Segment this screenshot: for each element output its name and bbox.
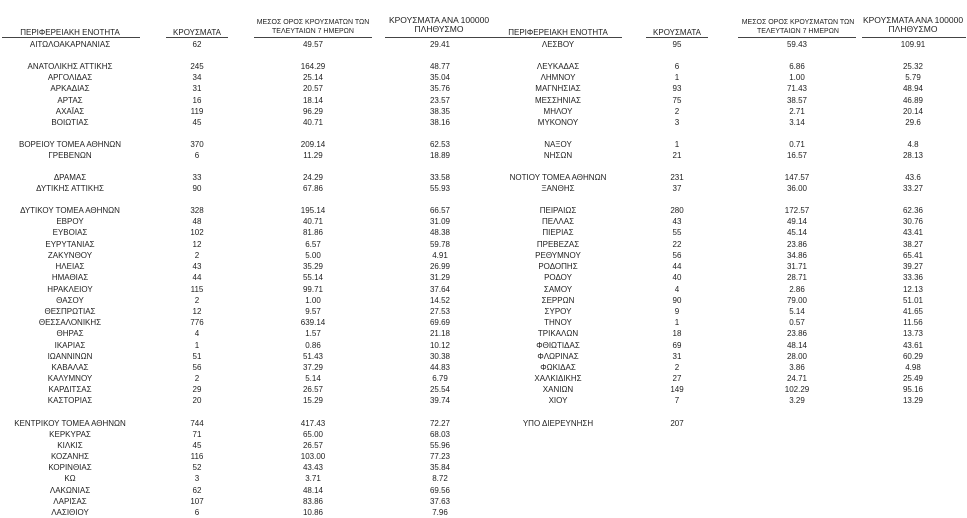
left-cell-region: ΚΙΛΚΙΣ	[57, 441, 83, 450]
left-cell-region: ΛΑΡΙΣΑΣ	[53, 497, 87, 506]
left-cell-region: ΚΟΡΙΝΘΙΑΣ	[48, 463, 92, 472]
left-cell-per100k: 37.63	[429, 497, 451, 506]
left-cell-per100k: 44.83	[429, 363, 451, 372]
right-header-rule-per100k	[862, 37, 966, 38]
left-cell-avg: 40.71	[302, 118, 324, 127]
left-cell-cases: 71	[192, 430, 202, 439]
right-cell-avg: 48.14	[786, 341, 808, 350]
left-cell-per100k: 55.96	[429, 441, 451, 450]
right-cell-region: ΣΥΡΟΥ	[544, 307, 572, 316]
left-cell-cases: 12	[192, 307, 202, 316]
left-cell-per100k: 31.09	[429, 217, 451, 226]
left-cell-avg: 6.57	[305, 240, 321, 249]
left-cell-per100k: 68.03	[429, 430, 451, 439]
left-cell-cases: 107	[190, 497, 204, 506]
right-cell-cases: 4	[674, 285, 680, 294]
left-cell-per100k: 14.52	[429, 296, 451, 305]
left-cell-cases: 44	[192, 273, 202, 282]
left-cell-per100k: 62.53	[429, 140, 451, 149]
left-header-cases: ΚΡΟΥΣΜΑΤΑ	[173, 28, 221, 37]
right-header-rule-avg	[738, 37, 856, 38]
right-cell-region: ΜΕΣΣΗΝΙΑΣ	[535, 96, 581, 105]
left-cell-avg: 24.29	[302, 173, 324, 182]
right-cell-region: ΣΑΜΟΥ	[543, 285, 573, 294]
left-cell-per100k: 38.35	[429, 107, 451, 116]
left-cell-per100k: 38.16	[429, 118, 451, 127]
left-cell-cases: 4	[194, 329, 200, 338]
left-cell-avg: 35.29	[302, 262, 324, 271]
left-cell-avg: 15.29	[302, 396, 324, 405]
left-cell-per100k: 33.58	[429, 173, 451, 182]
left-cell-per100k: 8.72	[432, 474, 448, 483]
left-cell-region: ΚΕΝΤΡΙΚΟΥ ΤΟΜΕΑ ΑΘΗΝΩΝ	[14, 419, 126, 428]
right-cell-avg: 2.71	[789, 107, 805, 116]
right-cell-region: ΡΕΘΥΜΝΟΥ	[535, 251, 581, 260]
right-cell-cases: 2	[674, 363, 680, 372]
left-cell-cases: 31	[192, 84, 202, 93]
left-cell-region: ΔΥΤΙΚΗΣ ΑΤΤΙΚΗΣ	[36, 184, 104, 193]
right-cell-region: ΦΛΩΡΙΝΑΣ	[537, 352, 579, 361]
left-cell-cases: 370	[190, 140, 204, 149]
right-cell-avg: 79.00	[786, 296, 808, 305]
left-cell-cases: 6	[194, 151, 200, 160]
right-cell-cases: 207	[670, 419, 684, 428]
left-cell-per100k: 29.41	[429, 40, 451, 49]
left-cell-avg: 1.57	[305, 329, 321, 338]
right-cell-per100k: 25.32	[902, 62, 924, 71]
right-cell-cases: 27	[672, 374, 682, 383]
left-cell-cases: 2	[194, 251, 200, 260]
left-cell-avg: 164.29	[300, 62, 326, 71]
left-cell-cases: 56	[192, 363, 202, 372]
right-cell-per100k: 33.36	[902, 273, 924, 282]
left-cell-avg: 417.43	[300, 419, 326, 428]
right-header-region: ΠΕΡΙΦΕΡΕΙΑΚΗ ΕΝΟΤΗΤΑ	[508, 28, 608, 37]
left-cell-avg: 96.29	[302, 107, 324, 116]
left-cell-per100k: 48.38	[429, 228, 451, 237]
left-cell-cases: 6	[194, 508, 200, 517]
left-cell-per100k: 25.54	[429, 385, 451, 394]
left-cell-per100k: 66.57	[429, 206, 451, 215]
left-cell-per100k: 77.23	[429, 452, 451, 461]
right-cell-avg: 3.29	[789, 396, 805, 405]
right-cell-cases: 3	[674, 118, 680, 127]
right-header-rule-region	[492, 37, 622, 38]
left-cell-cases: 62	[192, 40, 202, 49]
right-cell-cases: 149	[670, 385, 684, 394]
left-cell-cases: 62	[192, 486, 202, 495]
right-cell-region: ΛΗΜΝΟΥ	[540, 73, 576, 82]
right-cell-per100k: 20.14	[902, 107, 924, 116]
right-cell-per100k: 38.27	[902, 240, 924, 249]
left-cell-cases: 43	[192, 262, 202, 271]
right-cell-region: ΝΗΣΩΝ	[543, 151, 573, 160]
left-cell-region: ΘΑΣΟΥ	[56, 296, 84, 305]
left-cell-avg: 639.14	[300, 318, 326, 327]
left-cell-cases: 51	[192, 352, 202, 361]
left-cell-region: ΓΡΕΒΕΝΩΝ	[48, 151, 92, 160]
right-cell-per100k: 65.41	[902, 251, 924, 260]
left-cell-region: ΗΡΑΚΛΕΙΟΥ	[47, 285, 93, 294]
left-cell-avg: 5.00	[305, 251, 321, 260]
right-cell-avg: 36.00	[786, 184, 808, 193]
left-header-rule-cases	[166, 37, 228, 38]
right-cell-avg: 28.71	[786, 273, 808, 282]
right-cell-per100k: 12.13	[902, 285, 924, 294]
right-cell-cases: 9	[674, 307, 680, 316]
right-cell-per100k: 13.73	[902, 329, 924, 338]
left-cell-cases: 48	[192, 217, 202, 226]
right-cell-avg: 16.57	[786, 151, 808, 160]
right-cell-region: ΧΙΟΥ	[548, 396, 568, 405]
right-cell-region: ΣΕΡΡΩΝ	[541, 296, 575, 305]
right-cell-avg: 23.86	[786, 240, 808, 249]
right-cell-cases: 56	[672, 251, 682, 260]
right-cell-cases: 43	[672, 217, 682, 226]
left-cell-region: ΚΟΖΑΝΗΣ	[50, 452, 90, 461]
right-header-cases: ΚΡΟΥΣΜΑΤΑ	[653, 28, 701, 37]
right-cell-region: ΡΟΔΟΥ	[544, 273, 572, 282]
left-cell-per100k: 69.69	[429, 318, 451, 327]
left-cell-avg: 26.57	[302, 441, 324, 450]
right-cell-avg: 71.43	[786, 84, 808, 93]
left-cell-avg: 195.14	[300, 206, 326, 215]
left-cell-region: ΛΑΣΙΘΙΟΥ	[51, 508, 89, 517]
left-cell-cases: 16	[192, 96, 202, 105]
left-cell-cases: 34	[192, 73, 202, 82]
right-cell-cases: 18	[672, 329, 682, 338]
left-cell-per100k: 35.04	[429, 73, 451, 82]
right-cell-cases: 21	[672, 151, 682, 160]
left-cell-avg: 18.14	[302, 96, 324, 105]
left-header-avg	[248, 18, 378, 36]
right-cell-region: ΠΕΛΛΑΣ	[541, 217, 575, 226]
left-cell-avg: 48.14	[302, 486, 324, 495]
left-cell-per100k: 18.89	[429, 151, 451, 160]
left-cell-avg: 43.43	[302, 463, 324, 472]
left-cell-avg: 65.00	[302, 430, 324, 439]
right-cell-per100k: 60.29	[902, 352, 924, 361]
right-cell-per100k: 29.6	[905, 118, 921, 127]
left-cell-avg: 11.29	[303, 151, 323, 160]
right-cell-avg: 23.86	[786, 329, 808, 338]
right-cell-avg: 45.14	[786, 228, 808, 237]
left-cell-region: ΑΧΑΪΑΣ	[55, 107, 85, 116]
right-cell-region: ΡΟΔΟΠΗΣ	[538, 262, 578, 271]
left-cell-cases: 328	[190, 206, 204, 215]
right-cell-per100k: 25.49	[902, 374, 924, 383]
left-cell-cases: 744	[190, 419, 204, 428]
left-cell-cases: 52	[192, 463, 202, 472]
left-cell-cases: 29	[192, 385, 202, 394]
right-cell-region: ΠΡΕΒΕΖΑΣ	[536, 240, 580, 249]
right-cell-avg: 28.00	[786, 352, 808, 361]
left-cell-cases: 2	[194, 296, 200, 305]
right-cell-cases: 7	[674, 396, 680, 405]
right-cell-avg: 3.14	[789, 118, 805, 127]
left-cell-region: ΕΥΡΥΤΑΝΙΑΣ	[45, 240, 95, 249]
left-cell-per100k: 69.56	[429, 486, 451, 495]
left-cell-avg: 25.14	[302, 73, 324, 82]
left-cell-avg: 83.86	[302, 497, 324, 506]
right-cell-cases: 22	[672, 240, 682, 249]
left-header-per100k-line2: ΠΛΗΘΥΣΜΟ	[414, 24, 464, 34]
right-cell-region: ΥΠΟ ΔΙΕΡΕΥΝΗΣΗ	[522, 419, 594, 428]
left-cell-per100k: 31.29	[429, 273, 451, 282]
right-cell-avg: 1.00	[789, 73, 805, 82]
right-cell-cases: 95	[672, 40, 682, 49]
right-cell-cases: 1	[674, 73, 680, 82]
right-cell-per100k: 109.91	[900, 40, 926, 49]
right-cell-avg: 24.71	[786, 374, 808, 383]
left-cell-avg: 1.00	[305, 296, 321, 305]
right-header-per100k	[860, 16, 966, 34]
right-cell-per100k: 39.27	[902, 262, 924, 271]
right-cell-region: ΝΟΤΙΟΥ ΤΟΜΕΑ ΑΘΗΝΩΝ	[509, 173, 607, 182]
left-cell-region: ΚΑΣΤΟΡΙΑΣ	[47, 396, 93, 405]
right-cell-per100k: 4.98	[905, 363, 921, 372]
left-cell-region: ΑΙΤΩΛΟΑΚΑΡΝΑΝΙΑΣ	[29, 40, 111, 49]
left-cell-region: ΕΒΡΟΥ	[56, 217, 84, 226]
left-header-per100k-line1: ΚΡΟΥΣΜΑΤΑ ΑΝΑ 100000	[388, 15, 490, 25]
right-cell-cases: 40	[672, 273, 682, 282]
left-cell-per100k: 55.93	[429, 184, 451, 193]
left-cell-avg: 209.14	[300, 140, 326, 149]
right-cell-per100k: 51.01	[902, 296, 924, 305]
right-cell-cases: 1	[674, 318, 680, 327]
left-cell-region: ΖΑΚΥΝΘΟΥ	[47, 251, 93, 260]
left-cell-region: ΔΥΤΙΚΟΥ ΤΟΜΕΑ ΑΘΗΝΩΝ	[20, 206, 120, 215]
left-cell-region: ΔΡΑΜΑΣ	[53, 173, 87, 182]
left-cell-region: ΑΡΤΑΣ	[57, 96, 83, 105]
right-cell-region: ΧΑΝΙΩΝ	[542, 385, 574, 394]
left-cell-avg: 40.71	[302, 217, 324, 226]
left-cell-avg: 9.57	[305, 307, 321, 316]
left-header-rule-region	[2, 37, 140, 38]
left-cell-cases: 90	[192, 184, 202, 193]
right-header-per100k-line1: ΚΡΟΥΣΜΑΤΑ ΑΝΑ 100000	[862, 15, 964, 25]
right-cell-per100k: 5.79	[905, 73, 921, 82]
left-cell-cases: 776	[190, 318, 204, 327]
left-cell-per100k: 39.74	[429, 396, 451, 405]
right-cell-cases: 55	[672, 228, 682, 237]
right-cell-per100k: 13.29	[902, 396, 924, 405]
right-cell-region: ΧΑΛΚΙΔΙΚΗΣ	[534, 374, 582, 383]
right-cell-region: ΦΘΙΩΤΙΔΑΣ	[536, 341, 580, 350]
right-cell-per100k: 43.41	[902, 228, 924, 237]
left-cell-region: ΘΕΣΣΑΛΟΝΙΚΗΣ	[38, 318, 102, 327]
left-cell-avg: 3.71	[305, 474, 321, 483]
left-cell-per100k: 72.27	[429, 419, 451, 428]
left-cell-per100k: 35.84	[429, 463, 451, 472]
right-cell-avg: 3.86	[789, 363, 805, 372]
left-cell-region: ΛΑΚΩΝΙΑΣ	[49, 486, 91, 495]
left-cell-region: ΚΑΛΥΜΝΟΥ	[47, 374, 93, 383]
left-cell-cases: 33	[192, 173, 202, 182]
left-cell-region: ΙΚΑΡΙΑΣ	[54, 341, 86, 350]
right-cell-cases: 75	[672, 96, 682, 105]
right-header-rule-cases	[646, 37, 708, 38]
right-cell-avg: 6.86	[789, 62, 805, 71]
left-header-rule-per100k	[385, 37, 493, 38]
right-cell-per100k: 43.6	[905, 173, 921, 182]
right-cell-region: ΞΑΝΘΗΣ	[541, 184, 575, 193]
left-header-avg-line2: ΤΕΛΕΥΤΑΙΩΝ 7 ΗΜΕΡΩΝ	[272, 28, 354, 35]
right-cell-per100k: 28.13	[902, 151, 924, 160]
right-header-avg	[733, 18, 863, 36]
right-cell-avg: 172.57	[784, 206, 810, 215]
right-cell-cases: 37	[672, 184, 682, 193]
right-cell-avg: 0.71	[789, 140, 805, 149]
left-cell-region: ΚΑΡΔΙΤΣΑΣ	[48, 385, 92, 394]
left-cell-region: ΙΩΑΝΝΙΝΩΝ	[47, 352, 93, 361]
left-cell-cases: 119	[190, 107, 204, 116]
right-cell-per100k: 46.89	[902, 96, 924, 105]
right-cell-cases: 90	[672, 296, 682, 305]
right-cell-region: ΦΩΚΙΔΑΣ	[540, 363, 576, 372]
right-cell-region: ΤΡΙΚΑΛΩΝ	[537, 329, 579, 338]
left-cell-per100k: 27.53	[429, 307, 451, 316]
right-cell-avg: 31.71	[786, 262, 808, 271]
right-cell-avg: 102.29	[784, 385, 810, 394]
left-cell-per100k: 4.91	[432, 251, 448, 260]
right-cell-cases: 31	[672, 352, 682, 361]
left-cell-cases: 12	[192, 240, 202, 249]
left-cell-cases: 45	[192, 441, 202, 450]
left-cell-cases: 20	[192, 396, 202, 405]
right-cell-per100k: 11.56	[903, 318, 923, 327]
left-header-rule-avg	[254, 37, 372, 38]
left-cell-avg: 55.14	[302, 273, 324, 282]
right-cell-region: ΛΕΥΚΑΔΑΣ	[536, 62, 580, 71]
left-cell-cases: 115	[190, 285, 204, 294]
right-header-avg-line2: ΤΕΛΕΥΤΑΙΩΝ 7 ΗΜΕΡΩΝ	[757, 28, 839, 35]
right-cell-cases: 2	[674, 107, 680, 116]
left-cell-region: ΘΗΡΑΣ	[56, 329, 84, 338]
right-cell-per100k: 30.76	[902, 217, 924, 226]
left-cell-cases: 245	[190, 62, 204, 71]
left-cell-cases: 1	[194, 341, 200, 350]
right-cell-avg: 2.86	[789, 285, 805, 294]
right-cell-cases: 280	[670, 206, 684, 215]
right-cell-per100k: 43.61	[902, 341, 924, 350]
left-cell-per100k: 21.18	[429, 329, 451, 338]
right-cell-per100k: 62.36	[902, 206, 924, 215]
left-cell-cases: 2	[194, 374, 200, 383]
left-header-per100k	[378, 16, 500, 34]
right-cell-avg: 147.57	[784, 173, 810, 182]
right-cell-region: ΠΙΕΡΙΑΣ	[542, 228, 574, 237]
right-cell-region: ΝΑΞΟΥ	[544, 140, 572, 149]
left-cell-cases: 3	[194, 474, 200, 483]
left-cell-per100k: 23.57	[429, 96, 451, 105]
right-cell-avg: 34.86	[786, 251, 808, 260]
left-cell-avg: 26.57	[302, 385, 324, 394]
left-header-avg-line1: ΜΕΣΟΣ ΟΡΟΣ ΚΡΟΥΣΜΑΤΩΝ ΤΩΝ	[256, 19, 370, 26]
left-cell-cases: 116	[190, 452, 204, 461]
left-cell-region: ΚΕΡΚΥΡΑΣ	[49, 430, 91, 439]
left-cell-avg: 5.14	[305, 374, 321, 383]
right-cell-per100k: 41.65	[902, 307, 924, 316]
left-cell-per100k: 48.77	[429, 62, 451, 71]
left-cell-per100k: 37.64	[429, 285, 451, 294]
left-cell-per100k: 7.96	[432, 508, 448, 517]
right-cell-avg: 59.43	[786, 40, 808, 49]
left-cell-region: ΕΥΒΟΙΑΣ	[52, 228, 88, 237]
right-cell-cases: 1	[674, 140, 680, 149]
left-cell-region: ΘΕΣΠΡΩΤΙΑΣ	[44, 307, 96, 316]
left-cell-region: ΑΡΚΑΔΙΑΣ	[50, 84, 90, 93]
left-cell-region: ΚΩ	[64, 474, 76, 483]
left-cell-avg: 99.71	[302, 285, 324, 294]
right-header-avg-line1: ΜΕΣΟΣ ΟΡΟΣ ΚΡΟΥΣΜΑΤΩΝ ΤΩΝ	[741, 19, 855, 26]
right-cell-region: ΜΗΛΟΥ	[543, 107, 573, 116]
left-cell-region: ΑΝΑΤΟΛΙΚΗΣ ΑΤΤΙΚΗΣ	[27, 62, 113, 71]
left-cell-avg: 51.43	[302, 352, 324, 361]
left-cell-per100k: 10.12	[429, 341, 451, 350]
left-cell-region: ΒΟΙΩΤΙΑΣ	[51, 118, 89, 127]
right-cell-per100k: 4.8	[907, 140, 919, 149]
left-cell-avg: 81.86	[302, 228, 324, 237]
left-cell-avg: 103.00	[300, 452, 326, 461]
right-cell-cases: 69	[672, 341, 682, 350]
right-header-per100k-line2: ΠΛΗΘΥΣΜΟ	[888, 24, 938, 34]
left-cell-avg: 20.57	[302, 84, 324, 93]
right-cell-region: ΛΕΣΒΟΥ	[541, 40, 575, 49]
left-cell-per100k: 26.99	[429, 262, 451, 271]
left-cell-avg: 10.86	[302, 508, 324, 517]
right-cell-per100k: 48.94	[902, 84, 924, 93]
left-cell-avg: 67.86	[302, 184, 324, 193]
right-cell-region: ΠΕΙΡΑΙΩΣ	[539, 206, 577, 215]
left-cell-cases: 45	[192, 118, 202, 127]
right-cell-per100k: 95.16	[902, 385, 924, 394]
left-cell-region: ΑΡΓΟΛΙΔΑΣ	[47, 73, 93, 82]
left-header-region: ΠΕΡΙΦΕΡΕΙΑΚΗ ΕΝΟΤΗΤΑ	[20, 28, 120, 37]
left-cell-avg: 0.86	[305, 341, 321, 350]
right-cell-avg: 0.57	[789, 318, 805, 327]
right-cell-region: ΤΗΝΟΥ	[544, 318, 572, 327]
right-cell-cases: 44	[672, 262, 682, 271]
right-cell-cases: 231	[670, 173, 684, 182]
left-cell-avg: 49.57	[302, 40, 324, 49]
left-cell-per100k: 59.78	[429, 240, 451, 249]
right-cell-per100k: 33.27	[902, 184, 924, 193]
right-cell-cases: 93	[672, 84, 682, 93]
right-cell-avg: 49.14	[786, 217, 808, 226]
right-cell-avg: 5.14	[789, 307, 805, 316]
left-cell-region: ΗΜΑΘΙΑΣ	[51, 273, 89, 282]
left-cell-per100k: 30.38	[429, 352, 451, 361]
right-cell-avg: 38.57	[786, 96, 808, 105]
right-cell-region: ΜΥΚΟΝΟΥ	[537, 118, 579, 127]
right-cell-cases: 6	[674, 62, 680, 71]
left-cell-cases: 102	[190, 228, 204, 237]
left-cell-region: ΗΛΕΙΑΣ	[55, 262, 85, 271]
left-cell-per100k: 6.79	[432, 374, 448, 383]
left-cell-region: ΚΑΒΑΛΑΣ	[51, 363, 89, 372]
left-cell-avg: 37.29	[302, 363, 324, 372]
left-cell-per100k: 35.76	[429, 84, 451, 93]
left-cell-region: ΒΟΡΕΙΟΥ ΤΟΜΕΑ ΑΘΗΝΩΝ	[18, 140, 122, 149]
right-cell-region: ΜΑΓΝΗΣΙΑΣ	[535, 84, 581, 93]
